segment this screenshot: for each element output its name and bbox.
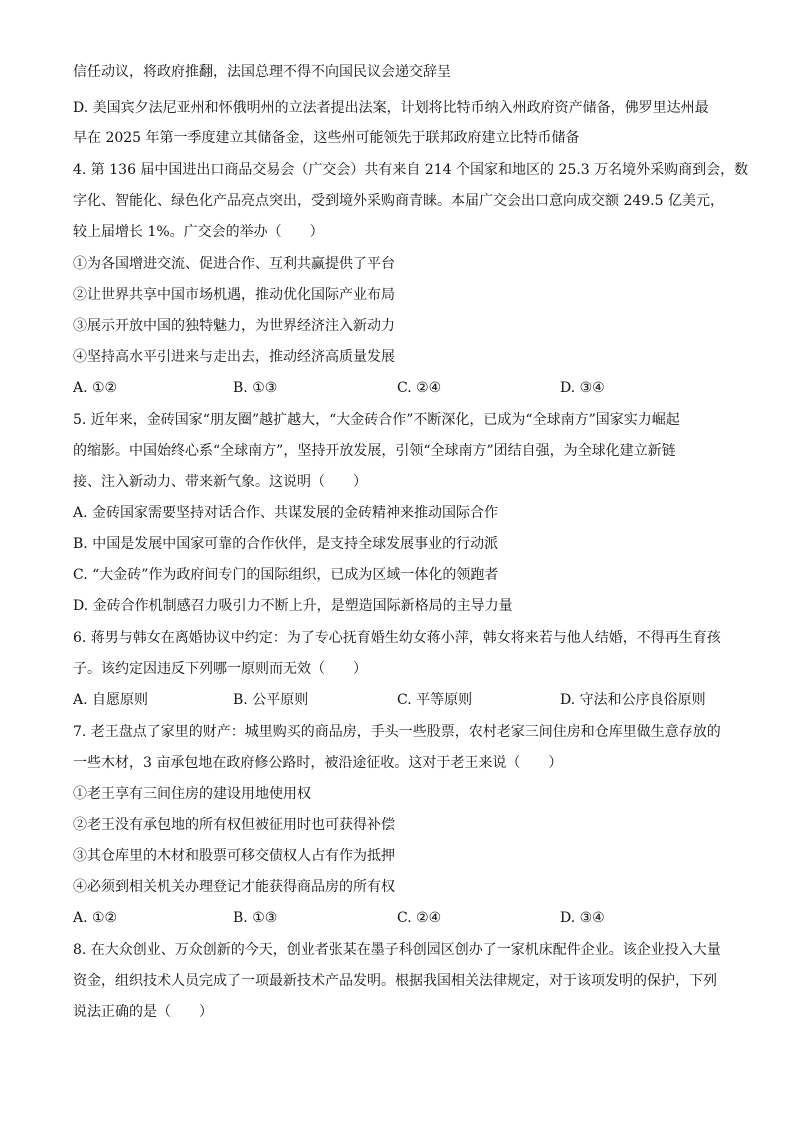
question-4-option-d: D. ③④ [560, 380, 605, 396]
question-7-statement-2: ②老王没有承包地的所有权但被征用时也可获得补偿 [73, 817, 395, 833]
question-7-options [73, 908, 753, 928]
question-8-stem: 8. 在大众创业、万众创新的今天，创业者张某在墨子科创园区创办了一家机床配件企业。该企业投入大量 [73, 942, 721, 958]
question-4-statement-4: ④坚持高水平引进来与走出去，推动经济高质量发展 [73, 349, 395, 365]
question-5-option-c: C. “大金砖”作为政府间专门的国际组织，已成为区域一体化的领跑者 [73, 567, 499, 583]
question-6-stem-cont: 子。该约定因违反下列哪一原则而无效（ ） [73, 661, 367, 677]
question-5-stem: 5. 近年来，金砖国家“朋友圈”越扩越大，“大金砖合作”不断深化，已成为“全球南方”国家实力崛起 [73, 412, 680, 428]
question-4-stem-cont: 字化、智能化、绿色化产品亮点突出，受到境外采购商青睐。本届广交会出口意向成交额 249.5 亿美元， [73, 193, 724, 209]
question-7-statement-4: ④必须到相关机关办理登记才能获得商品房的所有权 [73, 879, 395, 895]
question-4-statement-2: ②让世界共享中国市场机遇，推动优化国际产业布局 [73, 287, 395, 303]
question-5-option-d: D. 金砖合作机制感召力吸引力不断上升，是塑造国际新格局的主导力量 [73, 598, 513, 614]
question-4-option-a: A. ①② [73, 380, 118, 396]
question-3-option-d-cont: 早在 2025 年第一季度建立其储备金，这些州可能领先于联邦政府建立比特币储备 [73, 130, 580, 146]
question-5-option-b: B. 中国是发展中国家可靠的合作伙伴，是支持全球发展事业的行动派 [73, 536, 499, 552]
question-7-stem-cont: 一些木材，3 亩承包地在政府修公路时，被沿途征收。这对于老王来说（ ） [73, 755, 563, 771]
question-4-options [73, 378, 753, 398]
question-4-statement-1: ①为各国增进交流、促进合作、互利共赢提供了平台 [73, 256, 395, 272]
question-5-stem-cont: 的缩影。中国始终心系“全球南方”，坚持开放发展，引领“全球南方”团结自强，为全球化建立新链 [73, 443, 676, 459]
question-7-option-d: D. ③④ [560, 910, 605, 926]
question-7-statement-3: ③其仓库里的木材和股票可移交债权人占有作为抵押 [73, 848, 395, 864]
question-3-text-tail: 信任动议，将政府推翻，法国总理不得不向国民议会递交辞呈 [73, 64, 451, 80]
question-5-stem-cont: 接、注入新动力、带来新气象。这说明（ ） [73, 474, 367, 490]
question-4-stem-cont: 较上届增长 1%。广交会的举办（ ） [73, 224, 324, 240]
question-4-option-b: B. ①③ [233, 380, 278, 396]
question-4-option-c: C. ②④ [397, 380, 442, 396]
question-4-statement-3: ③展示开放中国的独特魅力，为世界经济注入新动力 [73, 318, 395, 334]
question-6-option-a: A. 自愿原则 [73, 692, 149, 708]
question-6-option-c: C. 平等原则 [397, 692, 473, 708]
question-7-option-a: A. ①② [73, 910, 118, 926]
question-6-options [73, 690, 753, 710]
question-6-stem: 6. 蒋男与韩女在离婚协议中约定：为了专心抚育婚生幼女蒋小萍，韩女将来若与他人结婚，不得再生育孩 [73, 630, 721, 646]
question-7-option-b: B. ①③ [233, 910, 278, 926]
question-7-statement-1: ①老王享有三间住房的建设用地使用权 [73, 786, 311, 802]
question-7-stem: 7. 老王盘点了家里的财产：城里购买的商品房，手头一些股票，农村老家三间住房和仓库里做生意存放的 [73, 724, 721, 740]
question-8-stem-cont: 资金，组织技术人员完成了一项最新技术产品发明。根据我国相关法律规定，对于该项发明的保护，下列 [73, 973, 717, 989]
question-7-option-c: C. ②④ [397, 910, 442, 926]
question-6-option-b: B. 公平原则 [233, 692, 309, 708]
question-5-option-a: A. 金砖国家需要坚持对话合作、共谋发展的金砖精神来推动国际合作 [73, 505, 499, 521]
question-4-stem: 4. 第 136 届中国进出口商品交易会（广交会）共有来自 214 个国家和地区的 25.3 万名境外采购商到会，数 [73, 162, 749, 178]
question-8-stem-cont: 说法正确的是（ ） [73, 1004, 213, 1020]
question-6-option-d: D. 守法和公序良俗原则 [560, 692, 706, 708]
question-3-option-d: D. 美国宾夕法尼亚州和怀俄明州的立法者提出法案，计划将比特币纳入州政府资产储备，佛罗里达州最 [73, 100, 709, 116]
